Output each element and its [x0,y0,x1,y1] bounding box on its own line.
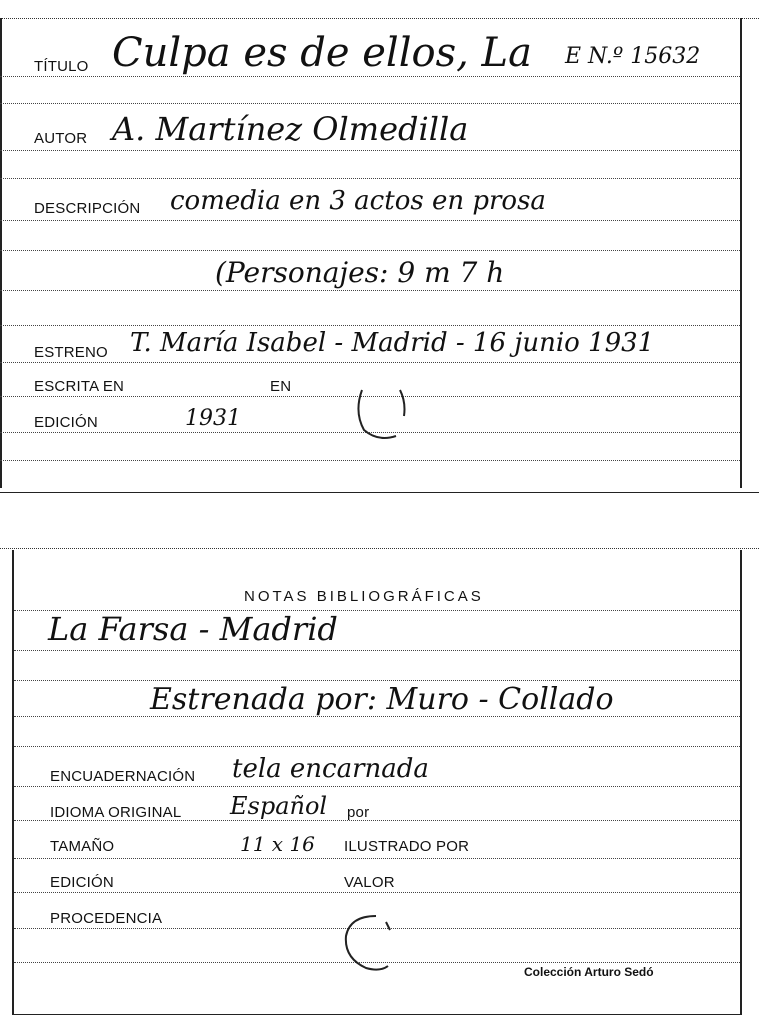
ruled-line [14,786,740,787]
idioma-label: IDIOMA ORIGINAL [50,804,182,821]
punch-hole-icon [336,912,396,974]
edicion-label: EDICIÓN [50,874,114,891]
ruled-line [14,680,740,681]
autor-value: A. Martínez Olmedilla [112,110,469,148]
card-bottom-border [0,492,759,493]
tamano-label: TAMAÑO [50,838,115,855]
titulo-label: TÍTULO [34,58,89,75]
card-right-border [740,550,742,1015]
ruled-line [14,746,740,747]
collection-footer: Colección Arturo Sedó [524,965,654,979]
ruled-line [0,250,740,251]
ruled-line [0,460,740,461]
notas-heading: NOTAS BIBLIOGRÁFICAS [244,588,484,605]
ruled-line [14,892,740,893]
ruled-line [0,150,740,151]
escrita-en-label: ESCRITA EN [34,378,125,395]
estreno-label: ESTRENO [34,344,108,361]
ilustrado-label: ILUSTRADO POR [344,838,470,855]
card-top-border [0,548,759,549]
ruled-line [0,178,740,179]
idioma-value: Español [230,792,328,820]
estreno-value: T. María Isabel - Madrid - 16 junio 1931 [130,328,655,358]
catalog-card-back [0,540,759,1028]
card-left-border [0,18,2,488]
edicion-value: 1931 [185,406,241,431]
por-label: por [347,804,370,821]
edicion-label: EDICIÓN [34,414,98,431]
ruled-line [0,325,740,326]
ruled-line [14,650,740,651]
en-label: EN [270,378,292,395]
procedencia-label: PROCEDENCIA [50,910,163,927]
catalog-number: E N.º 15632 [565,44,701,69]
descripcion-value: comedia en 3 actos en prosa [170,186,546,216]
card-right-border [740,18,742,488]
ruled-line [0,76,740,77]
personajes-value: (Personajes: 9 m 7 h [215,256,505,289]
valor-label: VALOR [344,874,395,891]
ruled-line [0,290,740,291]
encuadernacion-value: tela encarnada [232,754,429,784]
autor-label: AUTOR [34,130,88,147]
titulo-value: Culpa es de ellos, La [112,30,532,76]
encuadernacion-label: ENCUADERNACIÓN [50,768,196,785]
tamano-value: 11 x 16 [240,832,315,856]
ruled-line [14,858,740,859]
notes-line-1: La Farsa - Madrid [48,610,338,648]
ruled-line [0,103,740,104]
card-left-border [12,550,14,1015]
ruled-line [0,362,740,363]
card-bottom-border [12,1014,740,1015]
card-top-border [0,18,759,19]
ruled-line [0,220,740,221]
punch-hole-icon [350,382,410,444]
descripcion-label: DESCRIPCIÓN [34,200,141,217]
notes-line-2: Estrenada por: Muro - Collado [150,682,614,717]
catalog-card-front [0,0,759,495]
